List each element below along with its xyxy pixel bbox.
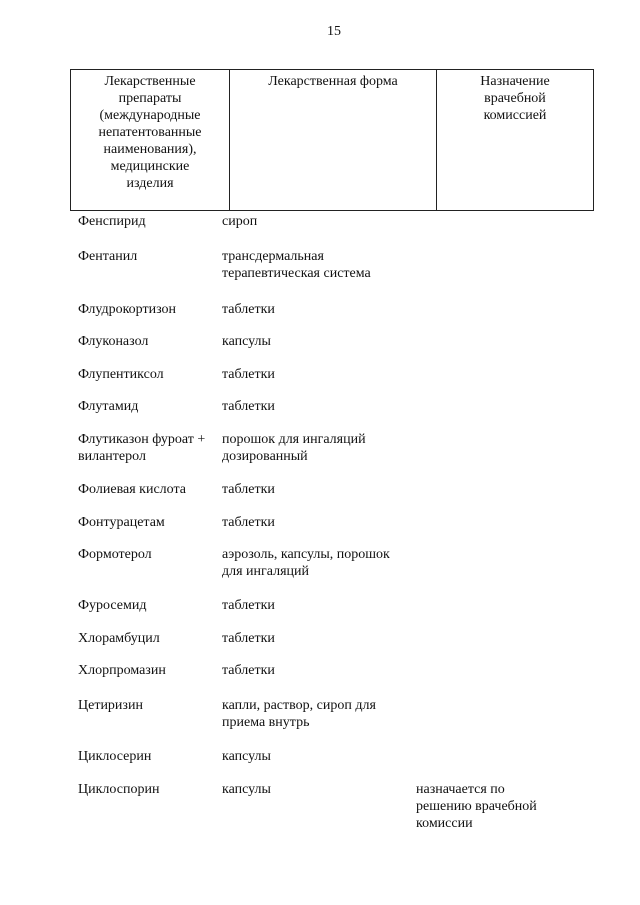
drug-name: Фуросемид [78,598,147,613]
dosage-form: порошок для ингаляций дозированный [222,432,366,464]
header-form-label: Лекарственная форма [268,74,398,89]
dosage-form: таблетки [222,399,275,414]
dosage-form: сироп [222,214,258,229]
drug-name: Циклосерин [78,749,152,764]
dosage-form: трансдермальная терапевтическая система [222,249,371,281]
drug-name: Флутамид [78,399,139,414]
dosage-form: капсулы [222,334,271,349]
drug-name: Циклоспорин [78,782,160,797]
dosage-form: таблетки [222,598,275,613]
header-commission-label: Назначение врачебной комиссией [480,74,550,123]
dosage-form: капли, раствор, сироп для приема внутрь [222,698,376,730]
drug-name: Фенспирид [78,214,146,229]
drug-name: Флуконазол [78,334,149,349]
dosage-form: аэрозоль, капсулы, порошок для ингаляций [222,547,390,579]
drug-name: Хлорамбуцил [78,631,160,646]
drug-name: Флупентиксол [78,367,164,382]
dosage-form: таблетки [222,302,275,317]
drug-name: Фолиевая кислота [78,482,186,497]
dosage-form: таблетки [222,663,275,678]
drug-name: Флутиказон фуроат + вилантерол [78,432,206,464]
page-number: 15 [327,24,341,39]
drug-name: Фентанил [78,249,138,264]
drug-name: Формотерол [78,547,152,562]
dosage-form: капсулы [222,749,271,764]
dosage-form: капсулы [222,782,271,797]
drug-name: Фонтурацетам [78,515,165,530]
dosage-form: таблетки [222,367,275,382]
dosage-form: таблетки [222,515,275,530]
drug-name: Флудрокортизон [78,302,177,317]
dosage-form: таблетки [222,482,275,497]
commission-note: назначается по решению врачебной комиссии [416,782,537,831]
drug-name: Цетиризин [78,698,143,713]
drug-name: Хлорпромазин [78,663,166,678]
header-drugs-label: Лекарственные препараты (международные непатентованные наименования), медицинские изделия [98,74,202,191]
dosage-form: таблетки [222,631,275,646]
